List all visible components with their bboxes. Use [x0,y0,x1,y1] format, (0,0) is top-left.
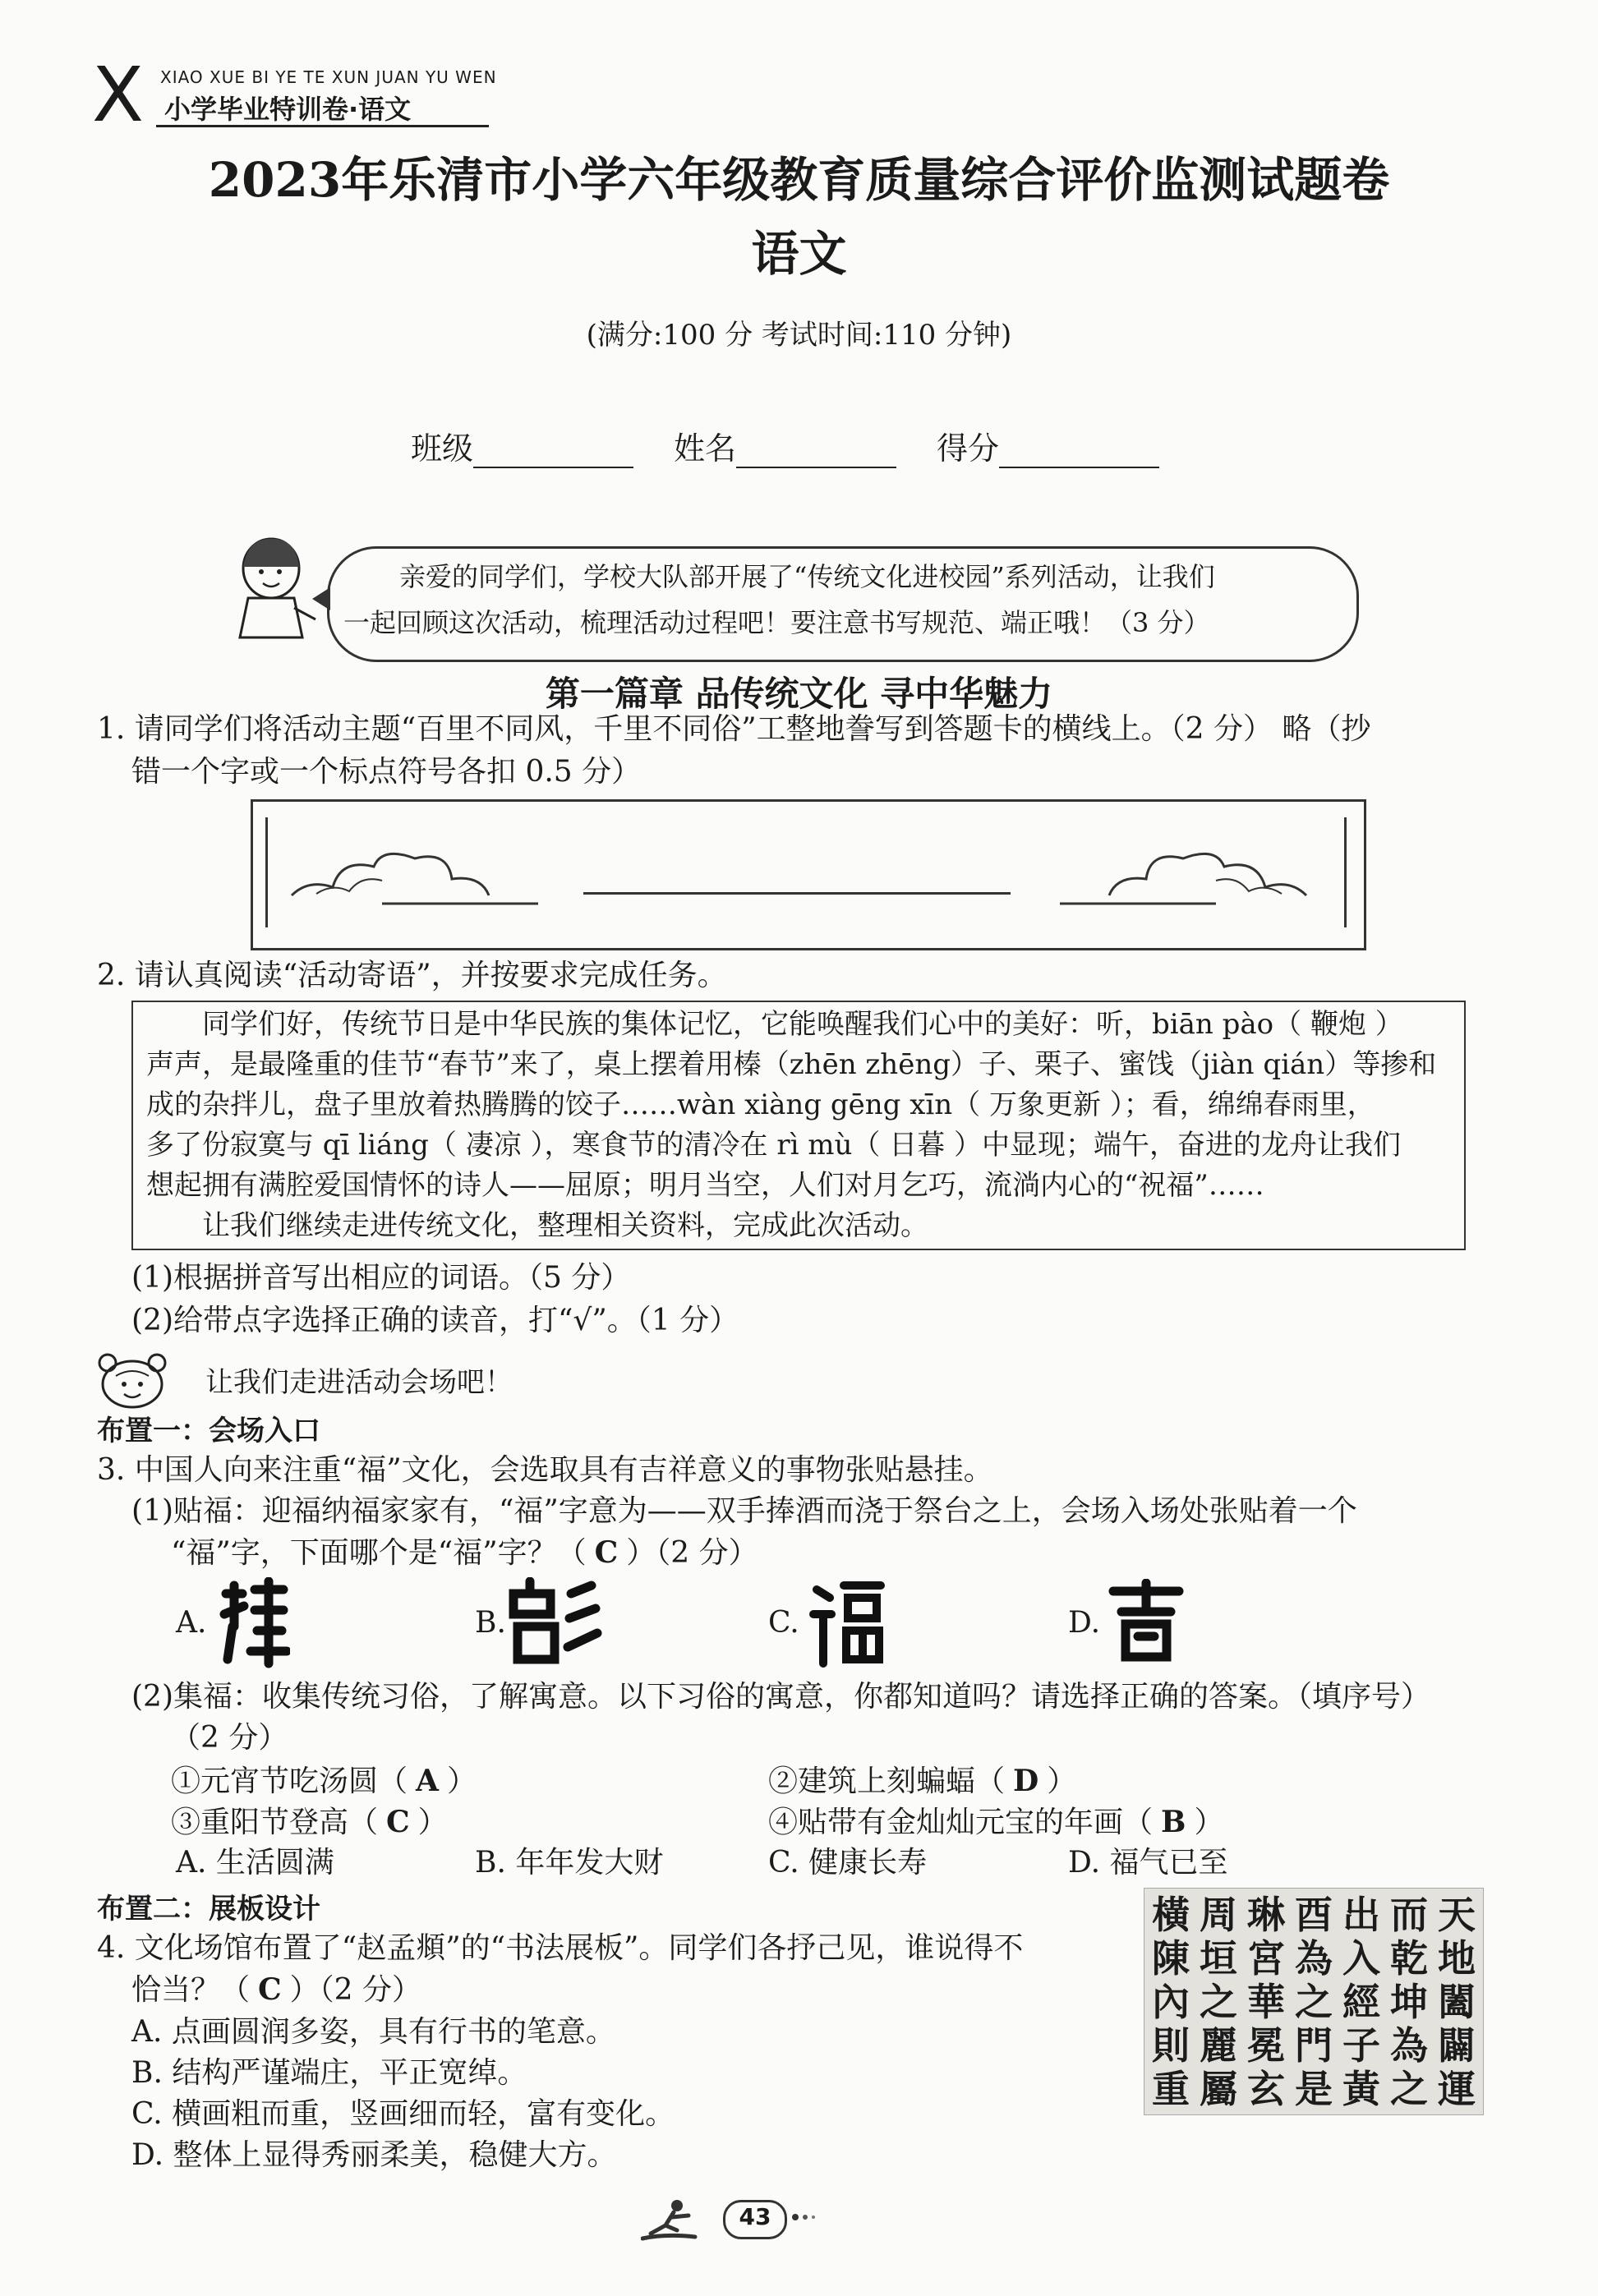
subject-title: 语文 [751,226,847,282]
custom-item-1 [171,1760,477,1803]
custom-item-4-end: ） [1194,1806,1224,1839]
seal-glyph-a-icon [218,1577,290,1672]
score-blank[interactable] [999,437,1159,468]
q4-line-1: 4. 文化场馆布置了“赵孟頫”的“书法展板”。同学们各抒己见，谁说得不 [97,1931,1024,1965]
q3-p1-line-2 [171,1531,758,1575]
passage-line-4: 多了份寂寞与 qī liáng（ 凄凉 ），寒食节的清冷在 rì mù（ 日暮 ）中显现；端午，奋进的龙舟让我们 [146,1129,1402,1162]
calligraphy-col-2: 而乾坤為之 [1390,1893,1428,2111]
passage-line-5: 想起拥有满腔爱国情怀的诗人——屈原；明月当空，人们对月乞巧，流淌内心的“祝福”…… [146,1169,1264,1202]
meaning-c: C. 健康长寿 [768,1846,928,1880]
series-logo: X [92,51,145,139]
calligraphy-panel [1144,1888,1484,2115]
q3-stem: 3. 中国人向来注重“福”文化，会选取具有吉祥意义的事物张贴悬挂。 [97,1453,993,1487]
chapter-title: 第一篇章 品传统文化 寻中华魅力 [545,674,1053,714]
q3-p2-line-1: (2)集福：收集传统习俗，了解寓意。以下习俗的寓意，你都知道吗？请选择正确的答案。（填序号） [131,1680,1430,1714]
running-figure-icon [641,2197,698,2243]
meaning-d: D. 福气已至 [1068,1846,1228,1880]
q3-p1-line-1: (1)贴福：迎福纳福家家有，“福”字意为——双手捧酒而浇于祭台之上，会场入场处张贴着一个 [131,1494,1357,1528]
frame-left-bar [265,817,268,927]
q3-p1-suffix: ）（2 分） [626,1536,758,1570]
q4-option-d: D. 整体上显得秀丽柔美，稳健大方。 [131,2138,617,2172]
name-field [674,423,896,468]
exam-info: (满分:100 分 考试时间:110 分钟) [586,319,1012,352]
q1-line-1: 1. 请同学们将活动主题“百里不同风，千里不同俗”工整地誊写到答题卡的横线上。（2 分） 略（抄 [97,712,1371,746]
calligraphy-col-3: 出入經子黃 [1342,1893,1380,2111]
option-d-label: D. [1068,1606,1101,1640]
q2-stem: 2. 请认真阅读“活动寄语”，并按要求完成任务。 [97,959,727,992]
custom-item-2 [768,1760,1076,1803]
score-label: 得分 [937,430,1000,467]
custom-item-1-end: ） [446,1765,477,1798]
bubble-tail [312,587,330,610]
passage-line-6: 让我们继续走进传统文化，整理相关资料，完成此次活动。 [146,1209,928,1242]
custom-item-1-answer: A [416,1764,439,1798]
passage-line-1: 同学们好，传统节日是中华民族的集体记忆，它能唤醒我们心中的美好：听，biān pào（ 鞭炮 ） [146,1008,1403,1041]
name-label: 姓名 [674,430,737,467]
seal-glyph-b-icon [505,1577,604,1672]
option-b-label: B. [475,1606,506,1640]
option-c-label: C. [768,1606,799,1640]
custom-item-4 [768,1801,1223,1844]
passage-line-3: 成的杂拌儿，盘子里放着热腾腾的饺子……wàn xiàng gēng xīn（ 万象更新 ）；看，绵绵春雨里， [146,1088,1375,1121]
option-a-label: A. [176,1606,207,1640]
seal-glyph-c-icon [807,1577,889,1672]
custom-item-3-answer: C [386,1805,410,1839]
cloud-right-icon [1052,830,1315,920]
series-pinyin: XIAO XUE BI YE TE XUN JUAN YU WEN [160,67,497,87]
q2-sub-2: (2)给带点字选择正确的读音，打“√”。（1 分） [131,1304,739,1337]
q2-sub-1: (1)根据拼音写出相应的词语。（5 分） [131,1261,631,1295]
page-number: 43 [739,2203,771,2230]
transition-text: 让我们走进活动会场吧！ [205,1366,513,1399]
q3-p1-answer: C [594,1535,619,1570]
q1-line-2: 错一个字或一个标点符号各扣 0.5 分） [131,755,642,789]
section1-title: 布置一：会场入口 [97,1415,320,1447]
passage-line-2: 声声，是最隆重的佳节“春节”来了，桌上摆着用榛（zhēn zhēng）子、栗子、蜜饯（jiàn qián）等掺和 [146,1048,1437,1081]
q4-line-2 [131,1968,421,2012]
meaning-b: B. 年年发大财 [475,1846,664,1880]
q4-option-b: B. 结构严谨端庄，平正宽绰。 [131,2056,527,2090]
calligraphy-col-4: 酉為之門是 [1295,1893,1333,2111]
q3-p1-prefix: “福”字，下面哪个是“福”字？（ [171,1536,587,1570]
q4-answer: C [258,1972,282,2007]
calligraphy-col-1: 天地闔闢運 [1438,1893,1476,2111]
calligraphy-col-7: 橫陳內則重 [1152,1893,1190,2111]
header-underline [156,125,489,127]
exam-title: 2023年乐清市小学六年级教育质量综合评价监测试题卷 [208,152,1390,208]
score-field [937,423,1159,468]
custom-item-3-text: ③重阳节登高（ [171,1806,379,1839]
class-field [411,423,633,468]
custom-item-2-text: ②建筑上刻蝙蝠（ [768,1765,1006,1798]
child-face-icon [94,1351,170,1410]
q4-suffix: ）（2 分） [289,1973,422,2007]
custom-item-1-text: ①元宵节吃汤圆（ [171,1765,408,1798]
custom-item-3 [171,1801,448,1844]
custom-item-3-end: ） [417,1806,448,1839]
intro-line-2: 一起回顾这次活动，梳理活动过程吧！要注意书写规范、端正哦！（3 分） [343,607,1210,638]
intro-line-1: 亲爱的同学们，学校大队部开展了“传统文化进校园”系列活动，让我们 [399,561,1215,592]
calligraphy-col-5: 琳宮華冕玄 [1247,1893,1285,2111]
class-blank[interactable] [473,437,633,468]
custom-item-4-text: ④贴带有金灿灿元宝的年画（ [768,1806,1154,1839]
meaning-a: A. 生活圆满 [176,1846,334,1880]
frame-right-bar [1344,817,1347,927]
q4-option-a: A. 点画圆润多姿，具有行书的笔意。 [131,2015,615,2049]
q4-prefix: 恰当？（ [131,1973,251,2007]
page-dots-icon [790,2211,823,2223]
class-label: 班级 [411,430,474,467]
seal-glyph-d-icon [1105,1579,1187,1665]
calligraphy-col-6: 周垣之麗屬 [1200,1893,1237,2111]
custom-item-2-answer: D [1013,1764,1039,1798]
q1-writing-line[interactable] [583,892,1011,895]
custom-item-4-answer: B [1161,1805,1186,1839]
custom-item-2-end: ） [1047,1765,1077,1798]
cloud-left-icon [283,830,546,920]
girl-cartoon-icon [223,534,320,641]
series-title: 小学毕业特训卷·语文 [164,94,412,125]
q4-option-c: C. 横画粗而重，竖画细而轻，富有变化。 [131,2097,675,2131]
name-blank[interactable] [736,437,896,468]
section2-title: 布置二：展板设计 [97,1893,320,1926]
q3-p2-line-2: （2 分） [171,1721,288,1755]
